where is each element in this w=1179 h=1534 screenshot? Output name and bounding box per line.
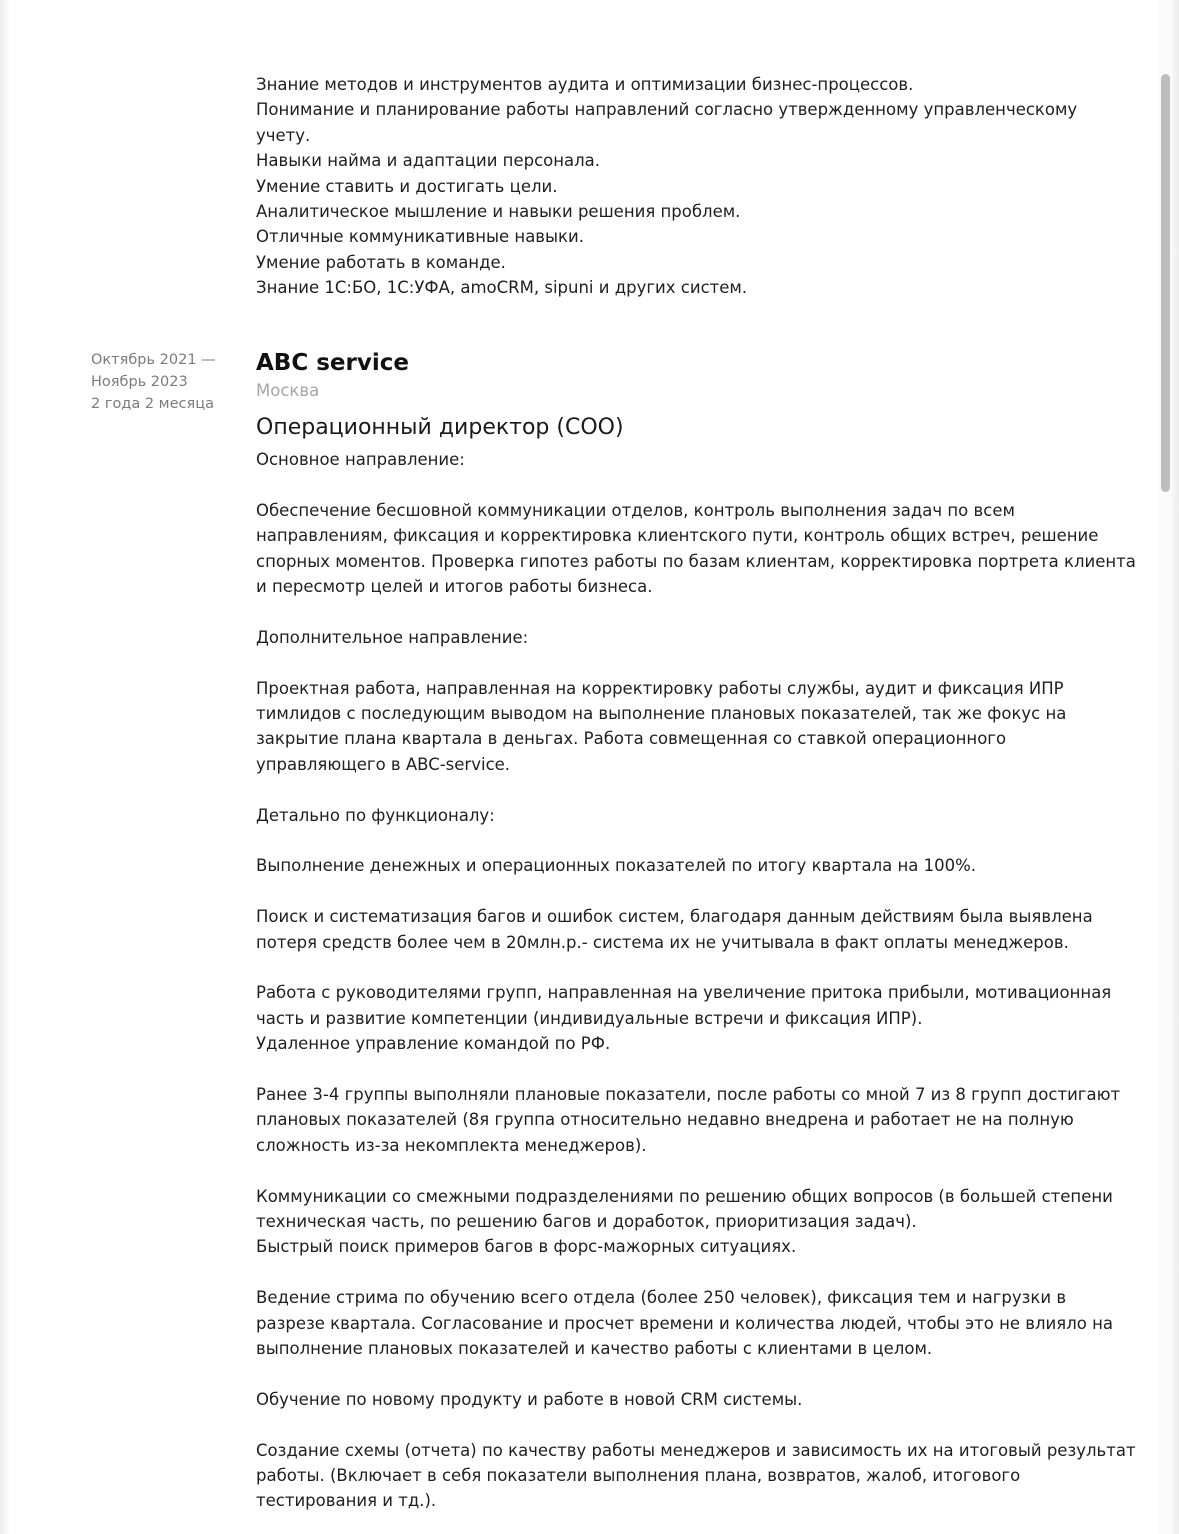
page-left-edge	[0, 0, 10, 1534]
skills-section	[256, 72, 1136, 301]
skill-item: Отличные коммуникативные навыки.	[256, 227, 584, 247]
description-paragraph: Ведение стрима по обучению всего отдела (более 250 человек), фиксация тем и нагрузки в разрезе квартала. Согласование и просчет времени и количества людей, чтобы это не влияло на выполнение плановых показателей и качество работы с клиентами в целом.	[256, 1288, 1113, 1359]
description-paragraph: Выполнение денежных и операционных показателей по итогу квартала на 100%.	[256, 856, 977, 876]
description-paragraph: Ранее 3-4 группы выполняли плановые показатели, после работы со мной 7 из 8 групп достигают плановых показателей (8я группа относительно недавно внедрена и работает не на полную сложность из-за некомплекта менеджеров).	[256, 1085, 1121, 1155]
skill-item: Знание методов и инструментов аудита и оптимизации бизнес-процессов.	[256, 75, 914, 94]
description-paragraph: Поиск и систематизация багов и ошибок систем, благодаря данным действиям была выявлена потеря средств более чем в 20млн.р.- система их не учитывала в факт оплаты менеджеров.	[256, 907, 1093, 952]
scrollbar-thumb[interactable]	[1161, 74, 1170, 492]
skill-item: Навыки найма и адаптации персонала.	[256, 151, 601, 171]
description-paragraph: Работа с руководителями групп, направленная на увеличение притока прибыли, мотивационная часть и развитие компетенции (индивидуальные встречи и фиксация ИПР). Удаленное управление командой по РФ.	[256, 983, 1112, 1054]
description-paragraph: Коммуникации со смежными подразделениями по решению общих вопросов (в большей степени техническая часть, по решению багов и доработок, приоритизация задач). Быстрый поиск примеров багов в форс-мажорных ситуациях.	[256, 1186, 1113, 1257]
description-paragraph: Проектная работа, направленная на корректировку работы службы, аудит и фиксация ИПР тимлидов с последующим выводом на выполнение плановых показателей, так же фокус на закрытие плана квартала в деньгах. Работа совмещенная со ставкой операционного управляющего в ABC-service.	[256, 678, 1067, 774]
period-start: Октябрь 2021 —	[91, 352, 216, 368]
description-paragraph: Основное направление:	[256, 450, 465, 469]
experience-period	[91, 349, 241, 415]
skill-item: Умение ставить и достигать цели.	[256, 176, 558, 196]
description-paragraph: Создание схемы (отчета) по качеству работы менеджеров и зависимость их на итоговый результат работы. (Включает в себя показатели выполнения плана, возвратов, жалоб, итогового тестирования и тд.).	[256, 1440, 1136, 1511]
skill-item: Знание 1С:БО, 1С:УФА, amoCRM, sipuni и других систем.	[256, 278, 748, 298]
company-city: Москва	[256, 381, 320, 400]
skills-list	[256, 72, 1136, 301]
description-paragraph: Обеспечение бесшовной коммуникации отделов, контроль выполнения задач по всем направлениям, фиксация и корректировка клиентского пути, контроль общих встреч, решение спорных моментов. Проверка гипотез работы по базам клиентам, корректировка портрета клиента и пересмотр целей и итогов работы бизнеса.	[256, 500, 1136, 597]
period-duration: 2 года 2 месяца	[91, 396, 214, 412]
company-name: ABC service	[256, 350, 409, 376]
skill-item: Аналитическое мышление и навыки решения проблем.	[256, 202, 741, 222]
skill-item: Умение работать в команде.	[256, 252, 506, 272]
description-paragraph: Детально по функционалу:	[256, 805, 495, 825]
skill-item: Понимание и планирование работы направлений согласно утвержденному управленческому учету.	[256, 100, 1078, 145]
job-description	[256, 447, 1136, 1514]
description-paragraph: Обучение по новому продукту и работе в новой CRM системы.	[256, 1389, 803, 1409]
experience-entry	[256, 347, 1136, 1534]
period-end: Ноябрь 2023	[91, 374, 188, 390]
description-paragraph: Дополнительное направление:	[256, 627, 529, 647]
job-position: Операционный директор (COO)	[256, 415, 624, 440]
